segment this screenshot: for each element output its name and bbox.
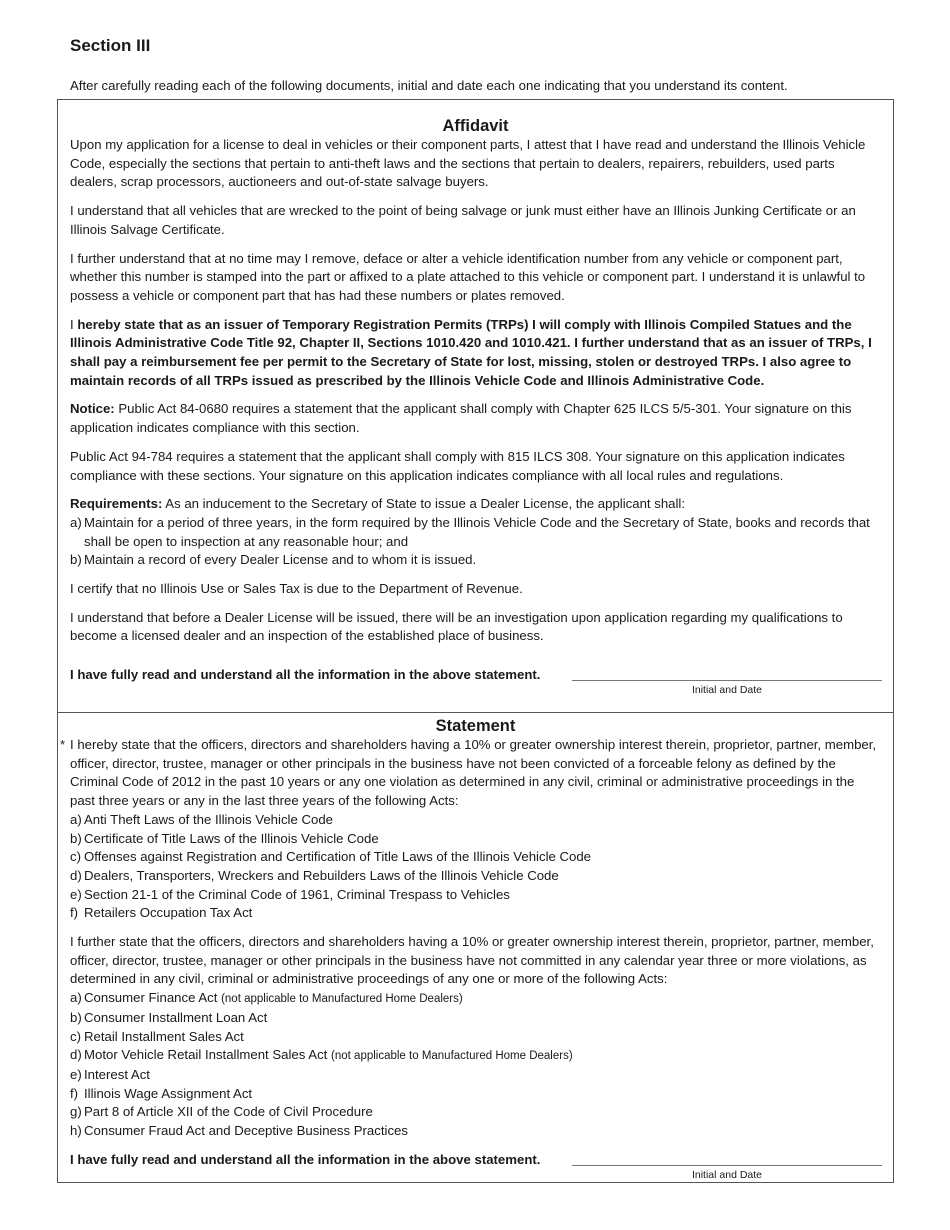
list-item: [70, 1122, 879, 1141]
list-item: [70, 867, 879, 886]
list-marker: a): [70, 990, 82, 1006]
list-marker: c): [70, 849, 81, 865]
list-text: [84, 1046, 879, 1066]
act-name: Consumer Finance Act: [84, 990, 218, 1006]
affidavit-paragraph: I certify that no Illinois Use or Sales Tax is due to the Department of Revenue.: [70, 581, 523, 597]
statement-paragraph: [60, 736, 879, 811]
list-marker: e): [70, 1066, 82, 1082]
statement-initial-caption: Initial and Date: [691, 1168, 763, 1181]
statement-paragraph: I further state that the officers, directors and shareholders having a 10% or greater ownership interest therein, proprietor, partner, member, officer, director, trustee, manager or other principals in the business have not committed in any calendar year three or more violations, as determined in any civil, criminal or administrative proceedings of any one or more of the following Acts:: [70, 934, 874, 987]
list-text: Maintain a record of every Dealer License and to whom it is issued.: [84, 552, 477, 568]
list-text: Retailers Occupation Tax Act: [84, 905, 253, 921]
list-marker: b): [70, 552, 82, 568]
requirements-paragraph: [70, 495, 879, 514]
trp-paragraph: [70, 316, 879, 391]
requirements-list: [70, 514, 879, 570]
acts-list: [70, 989, 879, 1141]
list-text: Offenses against Registration and Certification of Title Laws of the Illinois Vehicle Code: [84, 849, 592, 865]
list-marker: d): [70, 1047, 82, 1063]
acts-list: [70, 811, 879, 923]
list-item: [70, 514, 879, 551]
affidavit-initial-caption: Initial and Date: [691, 684, 763, 697]
list-marker: f): [70, 1085, 79, 1101]
list-marker: g): [70, 1104, 82, 1120]
affidavit-paragraph: I further understand that at no time may I remove, deface or alter a vehicle identification number from any vehicle or component part, whether this number is stamped into the part or affixed to a plate attached to this vehicle or component part. I understand it is unlawful to possess a vehicle or component part that has had these numbers or plates removed.: [70, 250, 866, 303]
list-text: Anti Theft Laws of the Illinois Vehicle Code: [84, 811, 333, 827]
act-name: Motor Vehicle Retail Installment Sales Act: [84, 1047, 328, 1063]
list-item: [70, 1103, 879, 1122]
list-text: [84, 989, 879, 1009]
list-item: [70, 830, 879, 849]
list-text: Interest Act: [84, 1066, 150, 1082]
intro-text: After carefully reading each of the following documents, initial and date each one indicating that you understand its content.: [70, 78, 788, 93]
statement-heading: Statement: [435, 717, 516, 735]
list-text: Part 8 of Article XII of the Code of Civil Procedure: [84, 1104, 373, 1120]
list-item: [70, 1085, 879, 1104]
list-item: [70, 551, 879, 570]
affidavit-paragraph: Upon my application for a license to deal in vehicles or their component parts, I attest that I have read and understand the Illinois Vehicle Code, especially the sections that pertain to anti-theft laws and the sections that pertain to dealers, repairers, rebuilders, used parts dealers, scrap processors, auctioneers and out-of-state salvage buyers.: [70, 137, 866, 190]
list-item: [70, 904, 879, 923]
notice-label: Notice:: [70, 401, 115, 417]
statement-content: [58, 736, 893, 1181]
list-marker: h): [70, 1123, 82, 1139]
statement-signature-row: [70, 1151, 879, 1181]
list-marker: d): [70, 867, 82, 883]
affidavit-content: [58, 136, 893, 696]
affidavit-signature-text: I have fully read and understand all the information in the above statement.: [70, 667, 541, 683]
list-item: [70, 1028, 879, 1047]
affidavit-box: [57, 99, 894, 713]
requirements-label: Requirements:: [70, 496, 163, 512]
list-item: [70, 1009, 879, 1028]
list-item: [70, 1046, 879, 1066]
trp-bold-text: hereby state that as an issuer of Temporary Registration Permits (TRPs) I will comply with Illinois Compiled Statues and the Illinois Administrative Code Title 92, Chapter II, Sections 1010.420 and 1010.421. I further understand that as an issuer of TRPs, I shall pay a reimbursement fee per permit to the Secretary of State for lost, missing, stolen or destroyed TRPs. I also agree to maintain records of all TRPs issued as prescribed by the Illinois Vehicle Code and Illinois Administrative Code.: [70, 316, 872, 388]
trp-lead: I: [70, 316, 78, 332]
list-text: Retail Installment Sales Act: [84, 1028, 244, 1044]
section-title: Section III: [70, 36, 151, 55]
list-text: Dealers, Transporters, Wreckers and Rebuilders Laws of the Illinois Vehicle Code: [84, 867, 559, 883]
list-marker: f): [70, 905, 79, 921]
list-text: Section 21-1 of the Criminal Code of 1961, Criminal Trespass to Vehicles: [84, 886, 510, 902]
list-marker: e): [70, 886, 82, 902]
affidavit-signature-row: [70, 666, 879, 696]
statement-signature-text: I have fully read and understand all the information in the above statement.: [70, 1151, 541, 1167]
list-text: Certificate of Title Laws of the Illinois Vehicle Code: [84, 830, 379, 846]
list-text: Maintain for a period of three years, in the form required by the Illinois Vehicle Code and the Secretary of State, books and records that shall be open to inspection at any reasonable hour; and: [84, 514, 870, 549]
act-note: (not applicable to Manufactured Home Dealers): [331, 1050, 573, 1063]
notice-text: Public Act 84-0680 requires a statement that the applicant shall comply with Chapter 625 ILCS 5/5-301. Your signature on this application indicates compliance with this section.: [70, 401, 852, 436]
list-item: [70, 811, 879, 830]
list-marker: b): [70, 1009, 82, 1025]
act-note: (not applicable to Manufactured Home Dealers): [221, 993, 463, 1006]
statement-box: [57, 712, 894, 1183]
list-text: Consumer Installment Loan Act: [84, 1009, 268, 1025]
list-marker: a): [70, 811, 82, 827]
statement-text: I hereby state that the officers, directors and shareholders having a 10% or greater ownership interest therein, proprietor, partner, member, officer, director, trustee, manager or other principals in the business have not been convicted of a forceable felony as defined by the Criminal Code of 2012 in the past 10 years or any one violation as determined in any civil, criminal or administrative proceedings in the past three years or any in the last three years of the following Acts:: [70, 737, 877, 809]
notice-paragraph: [70, 400, 879, 437]
affidavit-paragraph: I understand that before a Dealer License will be issued, there will be an investigation upon application regarding my qualifications to become a licensed dealer and an inspection of the established place of business.: [70, 609, 843, 644]
asterisk-icon: *: [60, 737, 66, 752]
affidavit-paragraph: Public Act 94-784 requires a statement that the applicant shall comply with 815 ILCS 308. Your signature on this application indicates compliance with these sections. Your signature on this application indicates compliance with all local rules and regulations.: [70, 448, 845, 483]
list-marker: c): [70, 1028, 81, 1044]
list-item: [70, 1066, 879, 1085]
list-marker: b): [70, 830, 82, 846]
list-marker: a): [70, 514, 82, 530]
list-text: Illinois Wage Assignment Act: [84, 1085, 253, 1101]
list-item: [70, 886, 879, 905]
affidavit-heading: Affidavit: [442, 117, 509, 135]
affidavit-paragraph: I understand that all vehicles that are wrecked to the point of being salvage or junk must either have an Illinois Junking Certificate or an Illinois Salvage Certificate.: [70, 203, 856, 237]
list-text: Consumer Fraud Act and Deceptive Business Practices: [84, 1123, 408, 1139]
requirements-text: As an inducement to the Secretary of State to issue a Dealer License, the applicant shall:: [162, 496, 686, 512]
list-item: [70, 989, 879, 1009]
list-item: [70, 848, 879, 867]
